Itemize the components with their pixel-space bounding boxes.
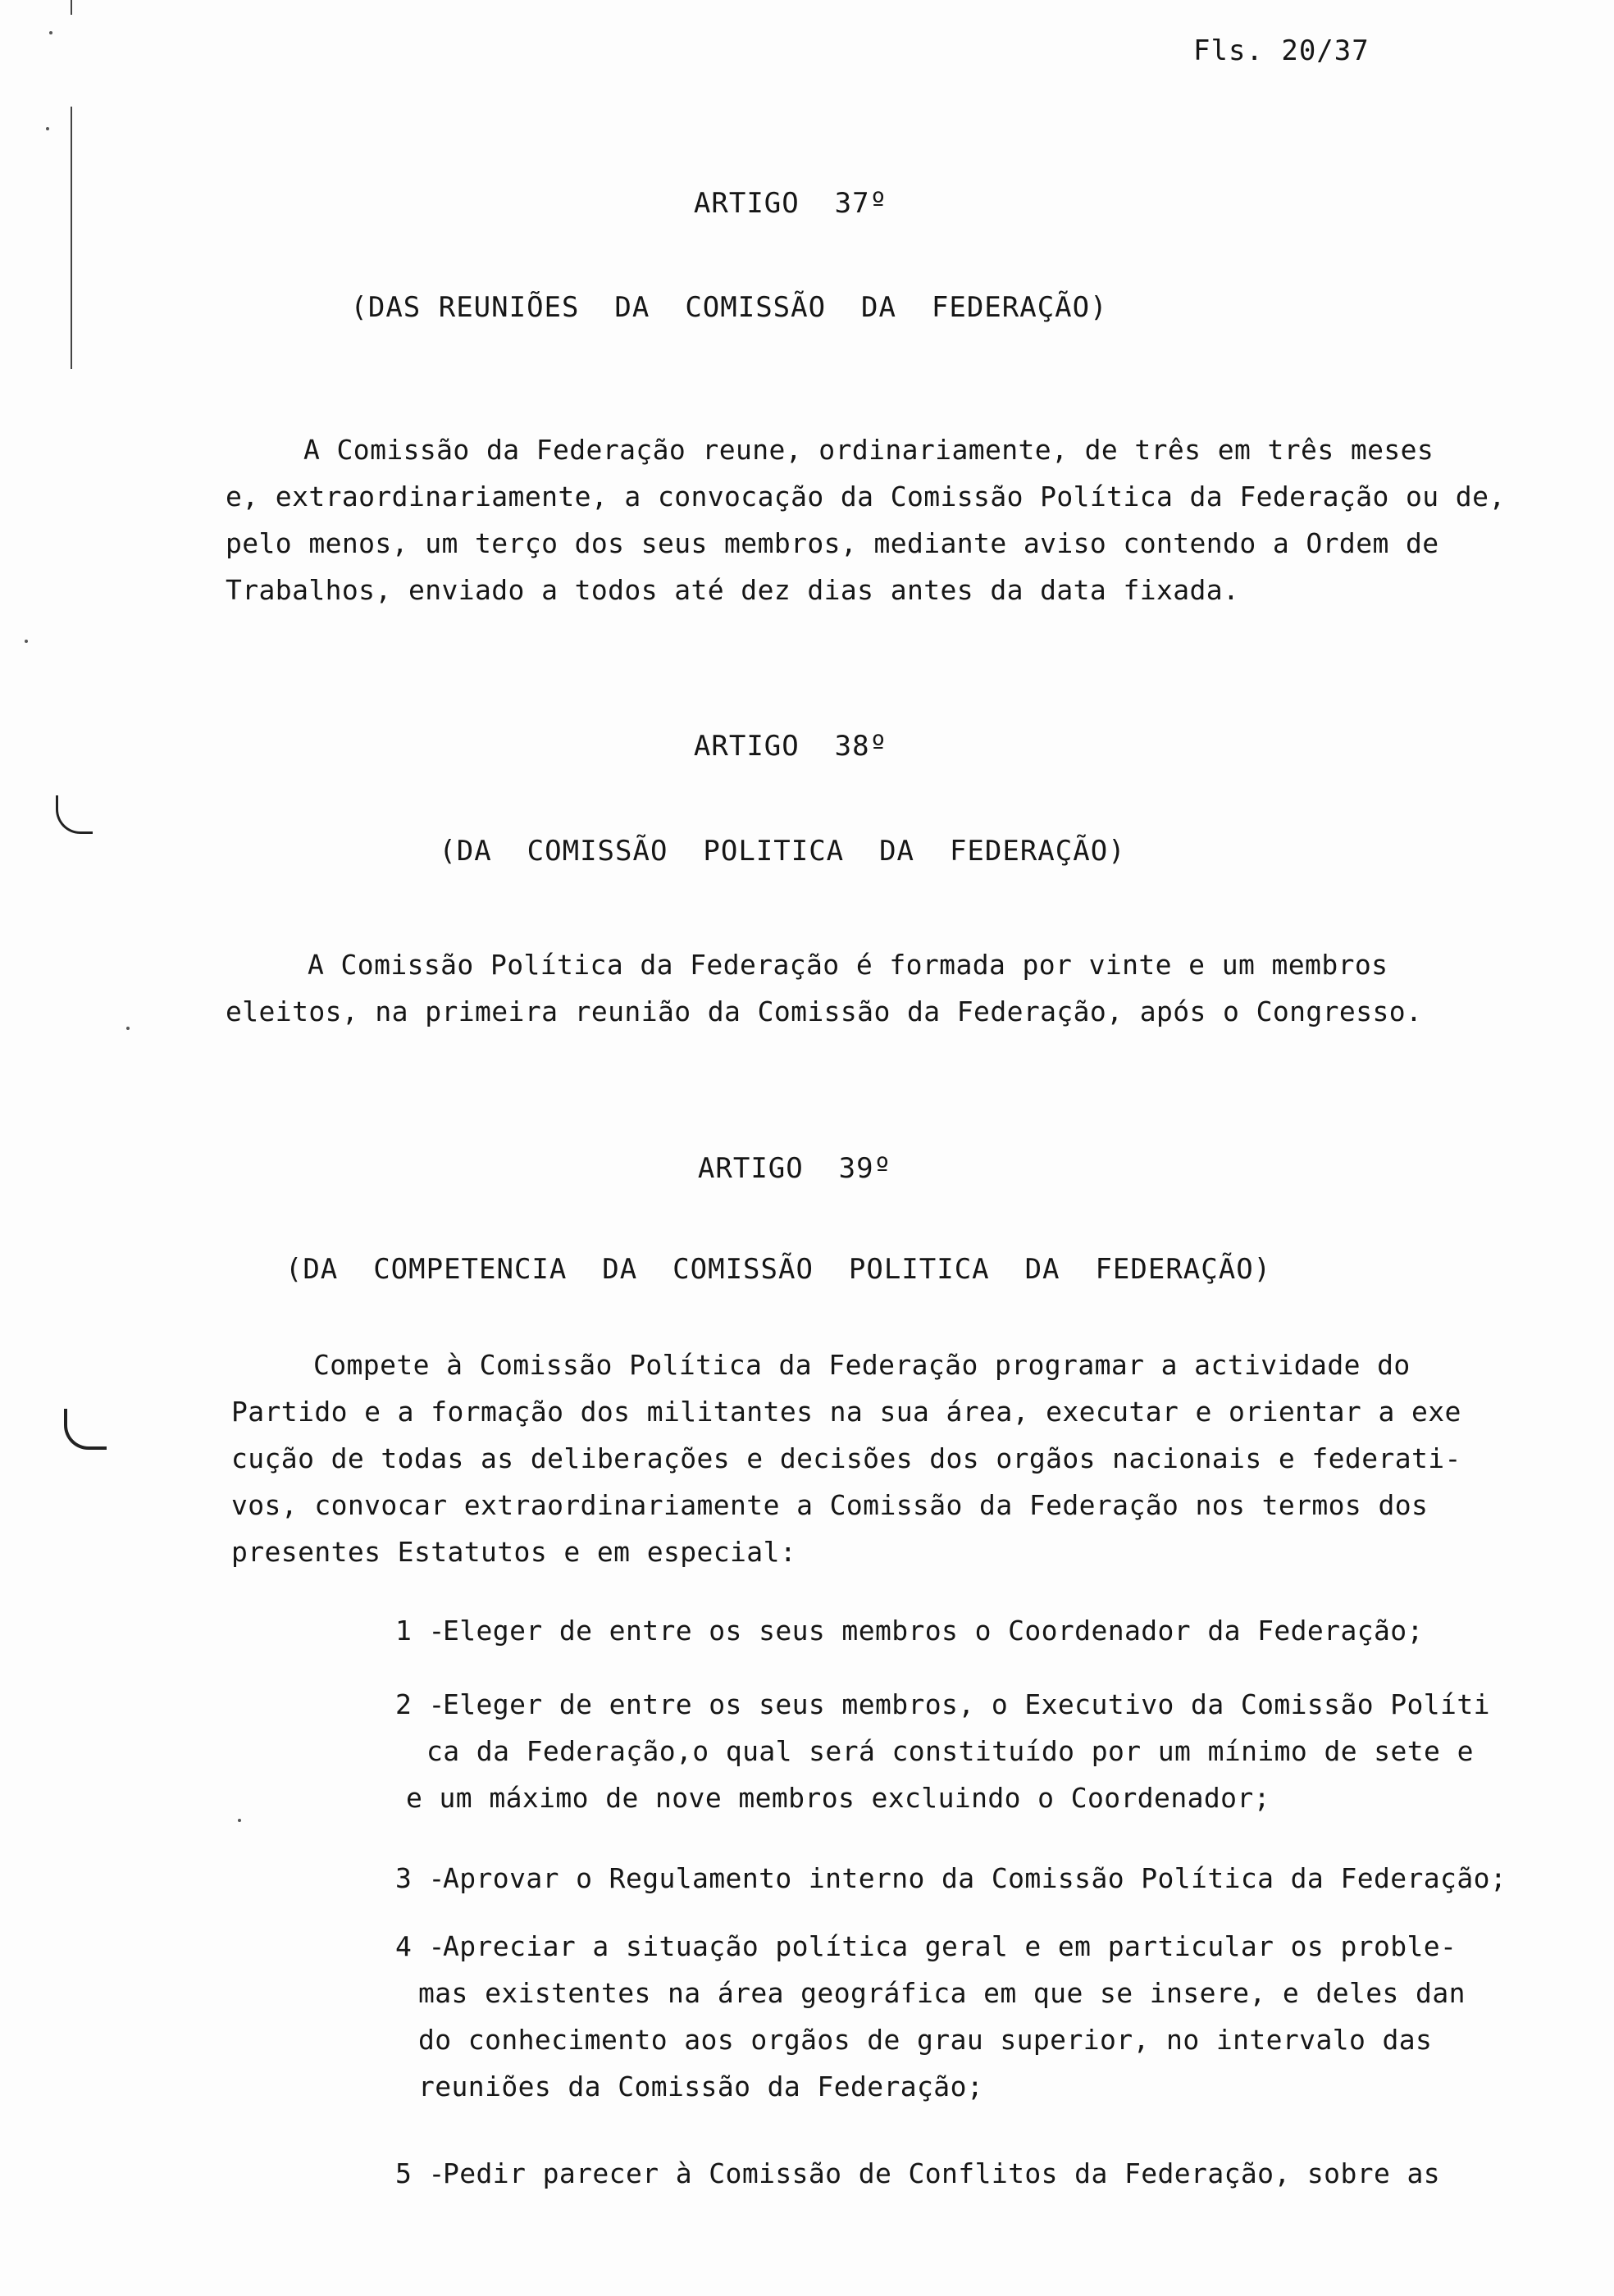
- margin-dot: [126, 1027, 130, 1030]
- margin-dot: [238, 1819, 241, 1822]
- article-37-paragraph: [226, 426, 1506, 613]
- article-37-heading: ARTIGO 37º: [693, 187, 888, 220]
- list-item-line: ca da Federação,o qual será constituído por um mínimo de sete e: [426, 1735, 1474, 1767]
- article-39-paragraph: [231, 1342, 1461, 1575]
- margin-dot: [49, 31, 52, 34]
- list-item-number: 2 -: [395, 1688, 445, 1720]
- paragraph-line: presentes Estatutos e em especial:: [231, 1536, 797, 1568]
- list-item-line: Eleger de entre os seus membros, o Executivo da Comissão Políti: [443, 1688, 1490, 1720]
- list-item-line: e um máximo de nove membros excluindo o Coordenador;: [406, 1782, 1270, 1814]
- paragraph-line: cução de todas as deliberações e decisões dos orgãos nacionais e federati-: [231, 1442, 1461, 1474]
- margin-line-top: [71, 0, 72, 15]
- list-item-number: 5 -: [395, 2157, 445, 2189]
- list-item-line: reuniões da Comissão da Federação;: [418, 2070, 984, 2102]
- list-item-line: do conhecimento aos orgãos de grau superior, no intervalo das: [418, 2024, 1433, 2056]
- article-38-heading: ARTIGO 38º: [693, 730, 888, 763]
- list-item-number: 1 -: [395, 1615, 445, 1647]
- list-item-number: 3 -: [395, 1862, 445, 1894]
- article-38-paragraph: [226, 941, 1422, 1035]
- list-item-line: Aprovar o Regulamento interno da Comissão Política da Federação;: [443, 1862, 1507, 1894]
- margin-dot: [46, 127, 49, 130]
- paragraph-line: eleitos, na primeira reunião da Comissão da Federação, após o Congresso.: [226, 995, 1423, 1027]
- margin-line: [71, 107, 72, 369]
- paragraph-line: vos, convocar extraordinariamente a Comissão da Federação nos termos dos: [231, 1489, 1429, 1521]
- article-37-subtitle: (DAS REUNIÕES DA COMISSÃO DA FEDERAÇÃO): [350, 291, 1108, 324]
- paragraph-line: pelo menos, um terço dos seus membros, mediante aviso contendo a Ordem de: [226, 527, 1439, 559]
- article-38-subtitle: (DA COMISSÃO POLITICA DA FEDERAÇÃO): [439, 835, 1126, 868]
- paragraph-line: Trabalhos, enviado a todos até dez dias antes da data fixada.: [226, 574, 1240, 606]
- list-item-line: Pedir parecer à Comissão de Conflitos da Federação, sobre as: [443, 2157, 1441, 2189]
- list-item-number: 4 -: [395, 1930, 445, 1962]
- list-item-line: Apreciar a situação política geral e em particular os proble-: [443, 1930, 1457, 1962]
- article-39-heading: ARTIGO 39º: [697, 1152, 892, 1185]
- paragraph-line: A Comissão Política da Federação é formada por vinte e um membros: [308, 949, 1388, 981]
- margin-hook-mark: [64, 1409, 107, 1450]
- margin-dot: [25, 640, 28, 643]
- paragraph-line: e, extraordinariamente, a convocação da Comissão Política da Federação ou de,: [226, 481, 1506, 512]
- paragraph-line: Partido e a formação dos militantes na sua área, executar e orientar a exe: [231, 1396, 1461, 1428]
- paragraph-line: A Comissão da Federação reune, ordinariamente, de três em três meses: [303, 434, 1434, 466]
- paragraph-line: Compete à Comissão Política da Federação programar a actividade do: [313, 1349, 1411, 1381]
- list-item-line: mas existentes na área geográfica em que se insere, e deles dan: [418, 1977, 1466, 2009]
- page-folio: Fls. 20/37: [1193, 34, 1370, 67]
- article-39-subtitle: (DA COMPETENCIA DA COMISSÃO POLITICA DA FEDERAÇÃO): [285, 1253, 1272, 1286]
- margin-hook-mark: [56, 795, 93, 834]
- list-item-line: Eleger de entre os seus membros o Coordenador da Federação;: [443, 1615, 1424, 1647]
